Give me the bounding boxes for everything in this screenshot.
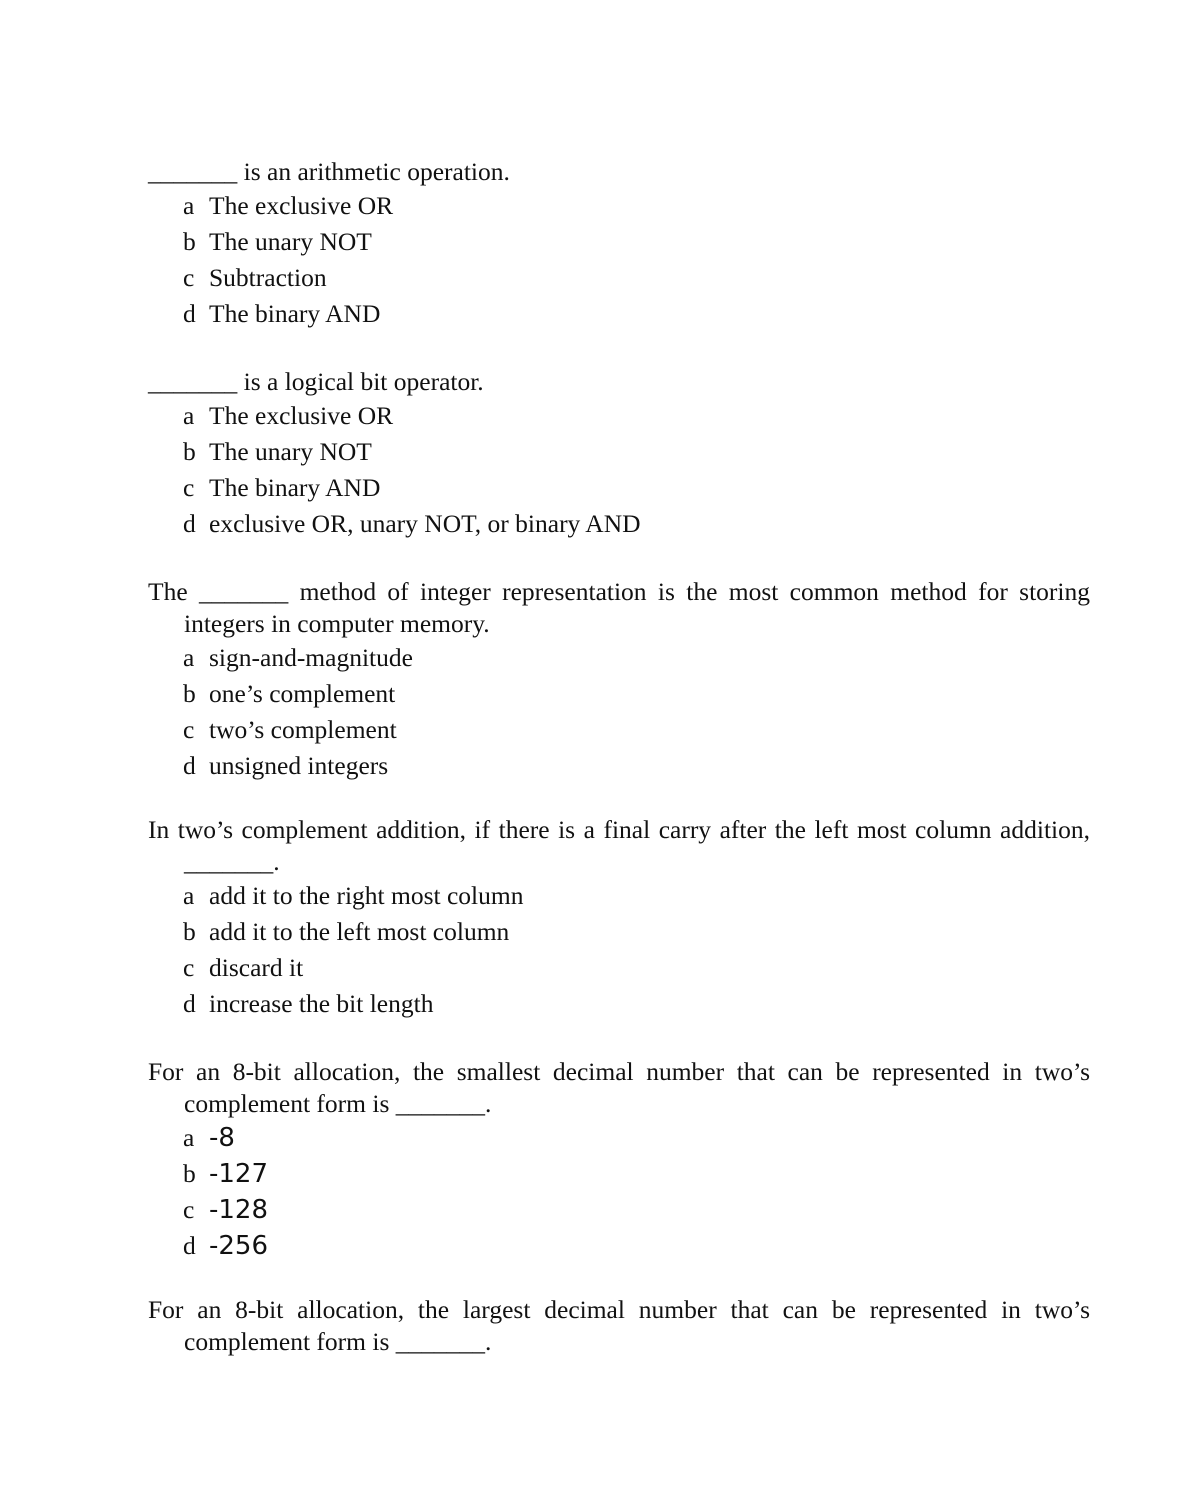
option-letter: d bbox=[183, 509, 196, 538]
option-letter: c bbox=[183, 473, 195, 502]
option-d bbox=[148, 1228, 1090, 1264]
option-b bbox=[148, 914, 1090, 950]
option-c bbox=[148, 260, 1090, 296]
option-letter: d bbox=[183, 751, 196, 780]
option-c bbox=[148, 950, 1090, 986]
option-b bbox=[148, 434, 1090, 470]
option-letter: d bbox=[183, 1231, 196, 1260]
option-text: The unary NOT bbox=[209, 227, 372, 256]
option-c bbox=[148, 712, 1090, 748]
option-letter: c bbox=[183, 953, 195, 982]
question-stem: _______ is an arithmetic operation. bbox=[148, 157, 510, 186]
option-text: The exclusive OR bbox=[209, 401, 394, 430]
option-b bbox=[148, 224, 1090, 260]
question-3 bbox=[148, 576, 1090, 784]
option-letter: c bbox=[183, 1195, 195, 1224]
option-letter: d bbox=[183, 989, 196, 1018]
question-stem: The _______ method of integer representation is the most common method for storing integers in computer memory. bbox=[148, 577, 1090, 638]
option-letter: b bbox=[183, 227, 196, 256]
option-letter: a bbox=[183, 191, 195, 220]
option-letter: c bbox=[183, 715, 195, 744]
option-text: The exclusive OR bbox=[209, 191, 394, 220]
option-letter: d bbox=[183, 299, 196, 328]
option-text: The unary NOT bbox=[209, 437, 372, 466]
option-text: -8 bbox=[209, 1123, 235, 1153]
option-a bbox=[148, 188, 1090, 224]
option-a bbox=[148, 1120, 1090, 1156]
option-d bbox=[148, 986, 1090, 1022]
option-letter: b bbox=[183, 679, 196, 708]
question-4 bbox=[148, 814, 1090, 1022]
option-c bbox=[148, 470, 1090, 506]
option-text: discard it bbox=[209, 953, 304, 982]
option-text: sign-and-magnitude bbox=[209, 643, 413, 672]
option-c bbox=[148, 1192, 1090, 1228]
option-letter: b bbox=[183, 917, 196, 946]
question-2 bbox=[148, 366, 1090, 542]
question-stem: In two’s complement addition, if there is a final carry after the left most column addition, _______. bbox=[148, 815, 1090, 876]
quiz-page bbox=[148, 156, 1090, 1388]
option-letter: b bbox=[183, 1159, 196, 1188]
option-d bbox=[148, 296, 1090, 332]
option-b bbox=[148, 676, 1090, 712]
option-a bbox=[148, 640, 1090, 676]
option-b bbox=[148, 1156, 1090, 1192]
option-text: two’s complement bbox=[209, 715, 397, 744]
option-text: add it to the left most column bbox=[209, 917, 510, 946]
option-letter: b bbox=[183, 437, 196, 466]
question-stem: _______ is a logical bit operator. bbox=[148, 367, 484, 396]
option-text: add it to the right most column bbox=[209, 881, 524, 910]
option-text: The binary AND bbox=[209, 299, 381, 328]
question-5 bbox=[148, 1056, 1090, 1264]
option-letter: a bbox=[183, 643, 195, 672]
option-text: increase the bit length bbox=[209, 989, 434, 1018]
option-d bbox=[148, 506, 1090, 542]
option-letter: a bbox=[183, 881, 195, 910]
option-text: The binary AND bbox=[209, 473, 381, 502]
option-text: -128 bbox=[209, 1195, 269, 1225]
option-d bbox=[148, 748, 1090, 784]
option-text: -256 bbox=[209, 1231, 269, 1261]
option-a bbox=[148, 398, 1090, 434]
option-text: -127 bbox=[209, 1159, 269, 1189]
question-stem: For an 8-bit allocation, the smallest decimal number that can be represented in two’s complement form is _______. bbox=[148, 1057, 1090, 1118]
option-letter: c bbox=[183, 263, 195, 292]
question-stem: For an 8-bit allocation, the largest decimal number that can be represented in two’s complement form is _______. bbox=[148, 1295, 1090, 1356]
question-1 bbox=[148, 156, 1090, 332]
option-a bbox=[148, 878, 1090, 914]
option-text: one’s complement bbox=[209, 679, 396, 708]
option-text: exclusive OR, unary NOT, or binary AND bbox=[209, 509, 641, 538]
option-text: unsigned integers bbox=[209, 751, 389, 780]
option-letter: a bbox=[183, 1123, 195, 1152]
question-6 bbox=[148, 1294, 1090, 1358]
option-text: Subtraction bbox=[209, 263, 327, 292]
option-letter: a bbox=[183, 401, 195, 430]
